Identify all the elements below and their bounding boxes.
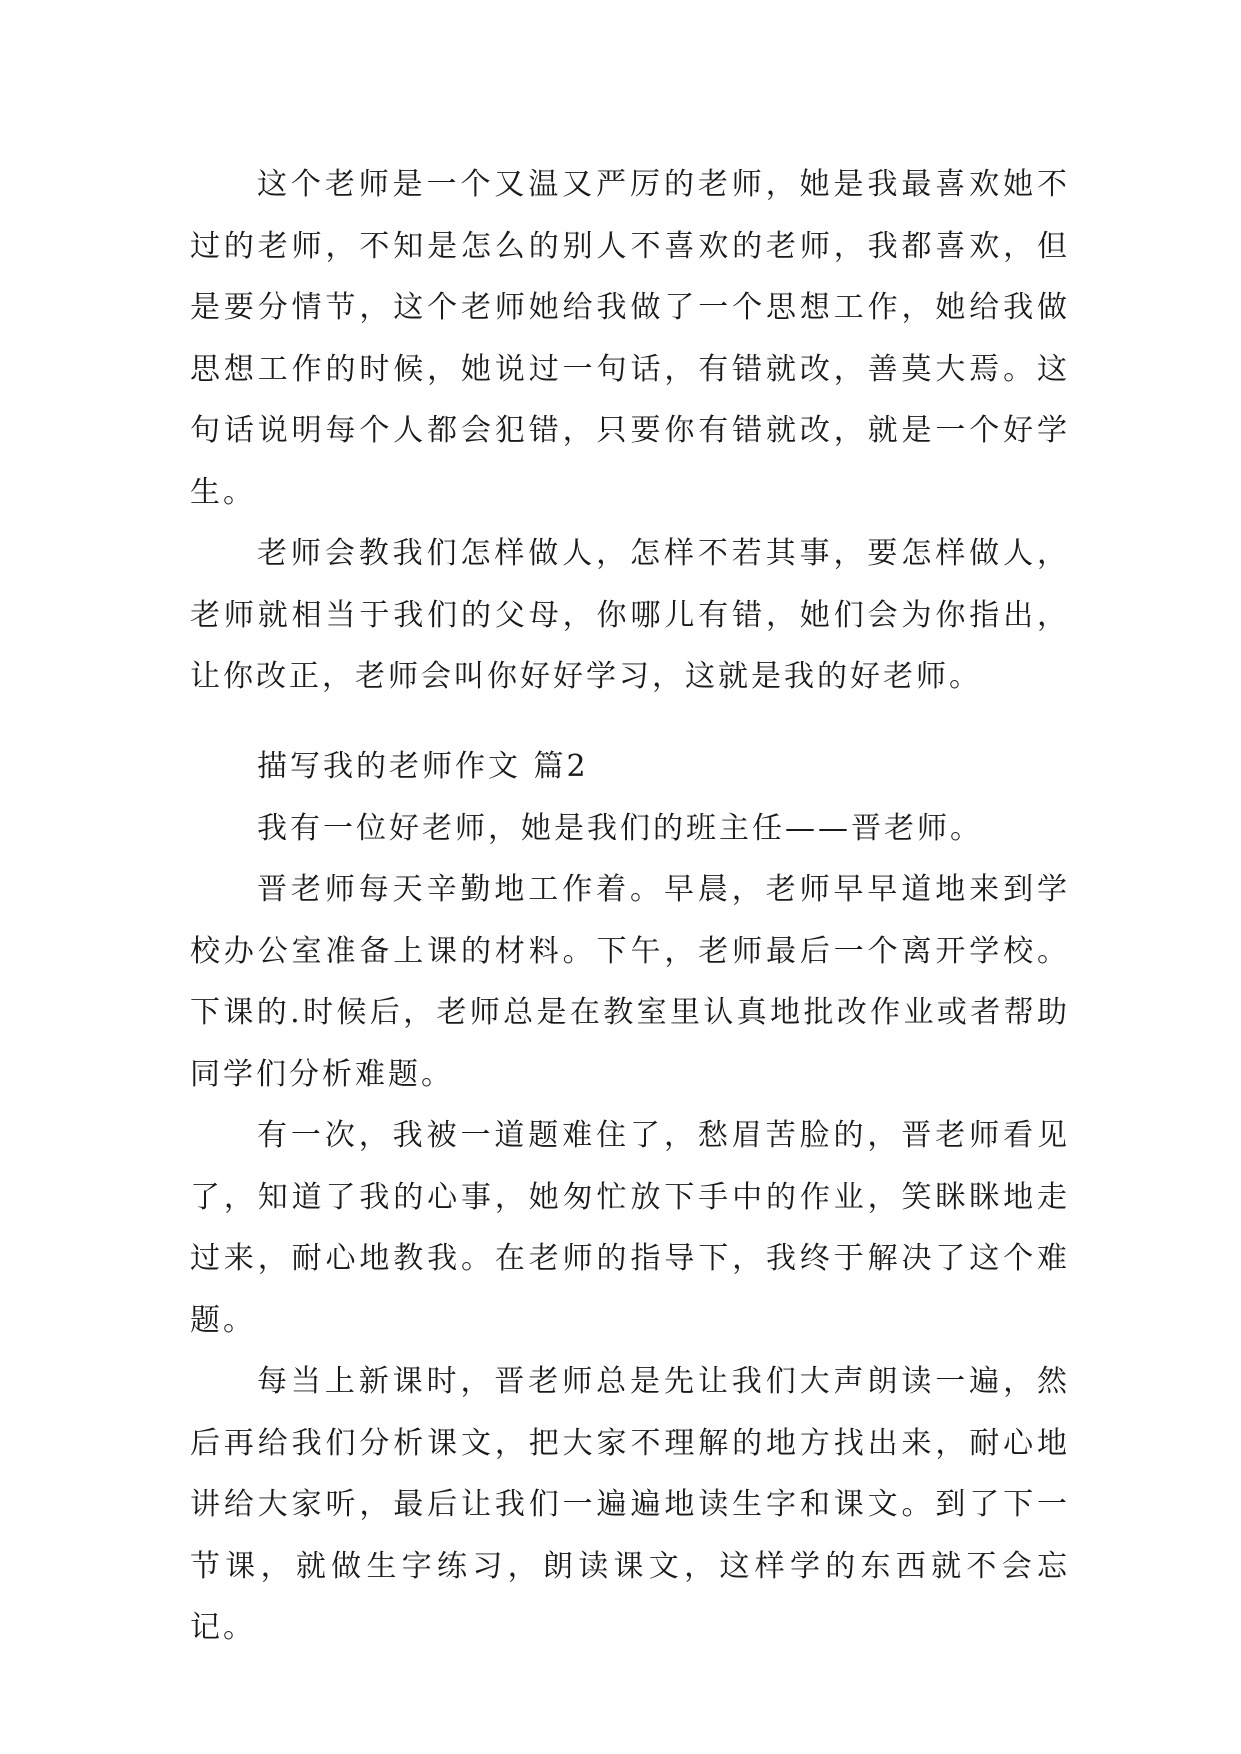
essay-part-1: [190, 154, 1070, 708]
paragraph: 这个老师是一个又温又严厉的老师，她是我最喜欢她不过的老师，不知是怎么的别人不喜欢的老师，我都喜欢，但是要分情节，这个老师她给我做了一个思想工作，她给我做思想工作的时候，她说过一句话，有错就改，善莫大焉。这句话说明每个人都会犯错，只要你有错就改，就是一个好学生。: [190, 167, 1070, 510]
paragraph: 晋老师每天辛勤地工作着。早晨，老师早早道地来到学校办公室准备上课的材料。下午，老师最后一个离开学校。下课的.时候后，老师总是在教室里认真地批改作业或者帮助同学们分析难题。: [190, 872, 1070, 1092]
paragraph: 我有一位好老师，她是我们的班主任——晋老师。: [257, 810, 983, 846]
paragraph: 每当上新课时，晋老师总是先让我们大声朗读一遍，然后再给我们分析课文，把大家不理解的地方找出来，耐心地讲给大家听，最后让我们一遍遍地读生字和课文。到了下一节课，就做生字练习，朗读课文，这样学的东西就不会忘记。: [190, 1364, 1070, 1645]
essay-part-2: [190, 736, 1070, 1659]
paragraph: 老师会教我们怎样做人，怎样不若其事，要怎样做人，老师就相当于我们的父母，你哪儿有错，她们会为你指出，让你改正，老师会叫你好好学习，这就是我的好老师。: [190, 536, 1070, 694]
section-heading: 描写我的老师作文 篇2: [257, 749, 589, 784]
paragraph: 有一次，我被一道题难住了，愁眉苦脸的，晋老师看见了，知道了我的心事，她匆忙放下手中的作业，笑眯眯地走过来，耐心地教我。在老师的指导下，我终于解决了这个难题。: [190, 1118, 1070, 1338]
